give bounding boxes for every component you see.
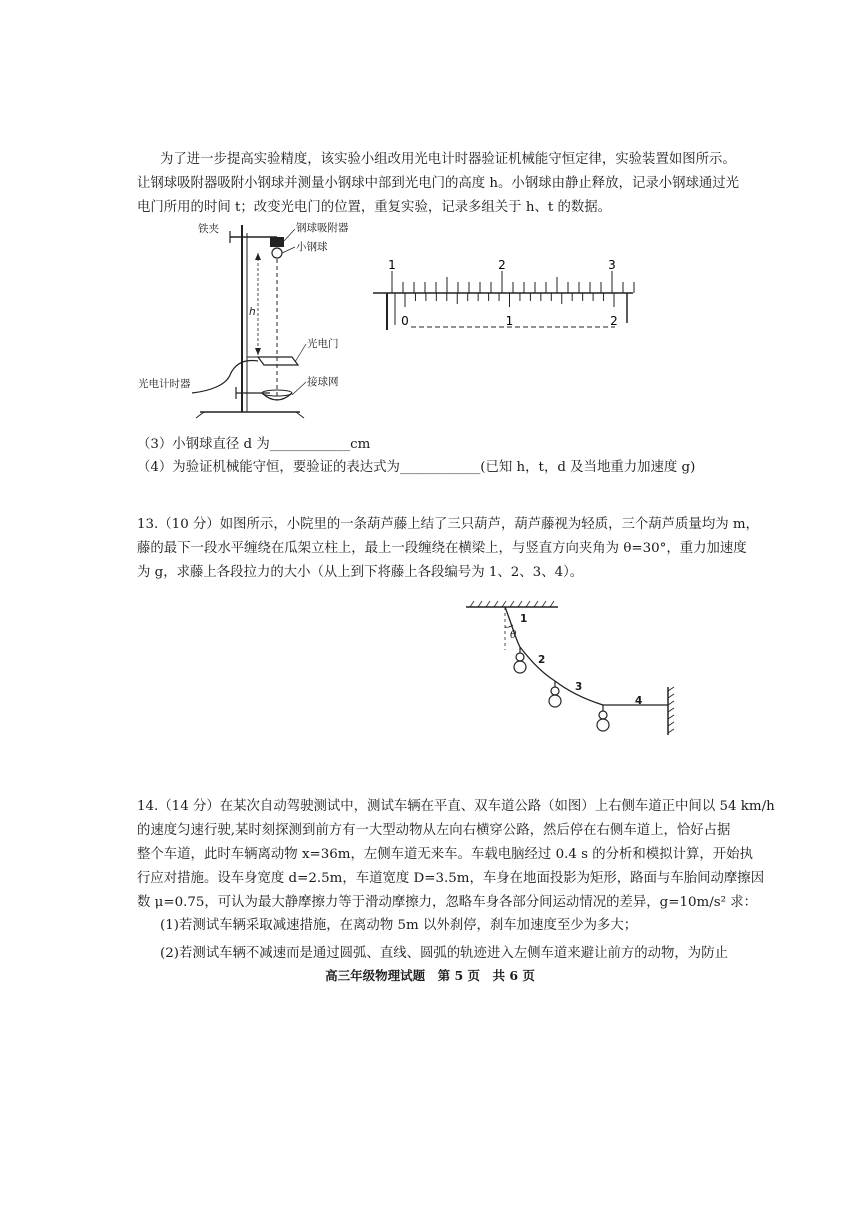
label-adsorber: 钢球吸附器: [296, 222, 349, 234]
q14-sub-1: (1)若测试车辆采取减速措施，在离动物 5m 以外刹停，刹车加速度至少为多大；: [160, 918, 638, 933]
label-ball: 小钢球: [296, 241, 328, 253]
vernier-scale-number: 1: [505, 314, 514, 328]
label-net: 接球网: [307, 376, 339, 388]
gourd-vine-diagram: [460, 595, 690, 745]
q14-line-4: 行应对措施。设车身宽度 d=2.5m，车道宽度 D=3.5m，车身在地面投影为矩形，路面与车胎间动摩擦因: [137, 871, 765, 886]
vernier-scale-number: 0: [401, 314, 409, 328]
vine-label-seg1: 1: [520, 613, 528, 625]
q14-line-1: 14.（14 分）在某次自动驾驶测试中，测试车辆在平直、双车道公路（如图）上右侧车道正中间以 54 km/h: [137, 799, 775, 814]
label-timer: 光电计时器: [138, 378, 191, 390]
label-height: h: [249, 306, 256, 318]
vine-label-seg3: 3: [575, 681, 583, 693]
question-4: （4）为验证机械能守恒，要验证的表达式为____________(已知 h，t，d 及当地重力加速度 g): [137, 460, 696, 475]
main-scale-number: 2: [498, 258, 506, 272]
q13-line-3: 为 g，求藤上各段拉力的大小（从上到下将藤上各段编号为 1、2、3、4）。: [137, 565, 584, 580]
q14-sub-2: (2)若测试车辆不减速而是通过圆弧、直线、圆弧的轨迹进入左侧车道来避让前方的动物，为防止: [160, 946, 728, 961]
q14-line-2: 的速度匀速行驶,某时刻探测到前方有一大型动物从左向右横穿公路，然后停在右侧车道上，恰好占据: [137, 823, 731, 838]
vine-label-seg2: 2: [538, 654, 546, 666]
intro-line-2: 让钢球吸附器吸附小钢球并测量小钢球中部到光电门的高度 h。小钢球由静止释放，记录小钢球通过光: [137, 176, 740, 191]
vernier-caliper: [365, 255, 645, 345]
vernier-scale-number: 2: [610, 314, 618, 328]
main-scale-number: 3: [608, 258, 616, 272]
intro-line-1: 为了进一步提高实验精度，该实验小组改用光电计时器验证机械能守恒定律，实验装置如图所示。: [160, 152, 736, 167]
q13-line-2: 藤的最下一段水平缠绕在瓜架立柱上，最上一段缠绕在横梁上，与竖直方向夹角为 θ=30°，重力加速度: [137, 541, 747, 556]
label-iron-clamp: 铁夹: [198, 223, 219, 235]
main-scale-number: 1: [388, 258, 396, 272]
q14-line-3: 整个车道，此时车辆离动物 x=36m，左侧车道无来车。车载电脑经过 0.4 s 的分析和模拟计算，开始执: [137, 847, 753, 862]
page-footer: 高三年级物理试题 第 5 页 共 6 页: [325, 968, 535, 983]
vine-label-seg4: 4: [635, 695, 643, 707]
apparatus-diagram: [130, 215, 370, 425]
q14-line-5: 数 μ=0.75，可认为最大静摩擦力等于滑动摩擦力，忽略车身各部分间运动情况的差异，g=10m/s² 求：: [137, 895, 757, 910]
label-photogate: 光电门: [307, 338, 339, 350]
intro-line-3: 电门所用的时间 t；改变光电门的位置，重复实验，记录多组关于 h、t 的数据。: [137, 200, 612, 215]
question-3: （3）小钢球直径 d 为____________cm: [137, 437, 371, 452]
q13-line-1: 13.（10 分）如图所示，小院里的一条葫芦藤上结了三只葫芦，葫芦藤视为轻质，三个葫芦质量均为 m，: [137, 517, 759, 532]
vine-label-theta: θ: [510, 629, 517, 641]
